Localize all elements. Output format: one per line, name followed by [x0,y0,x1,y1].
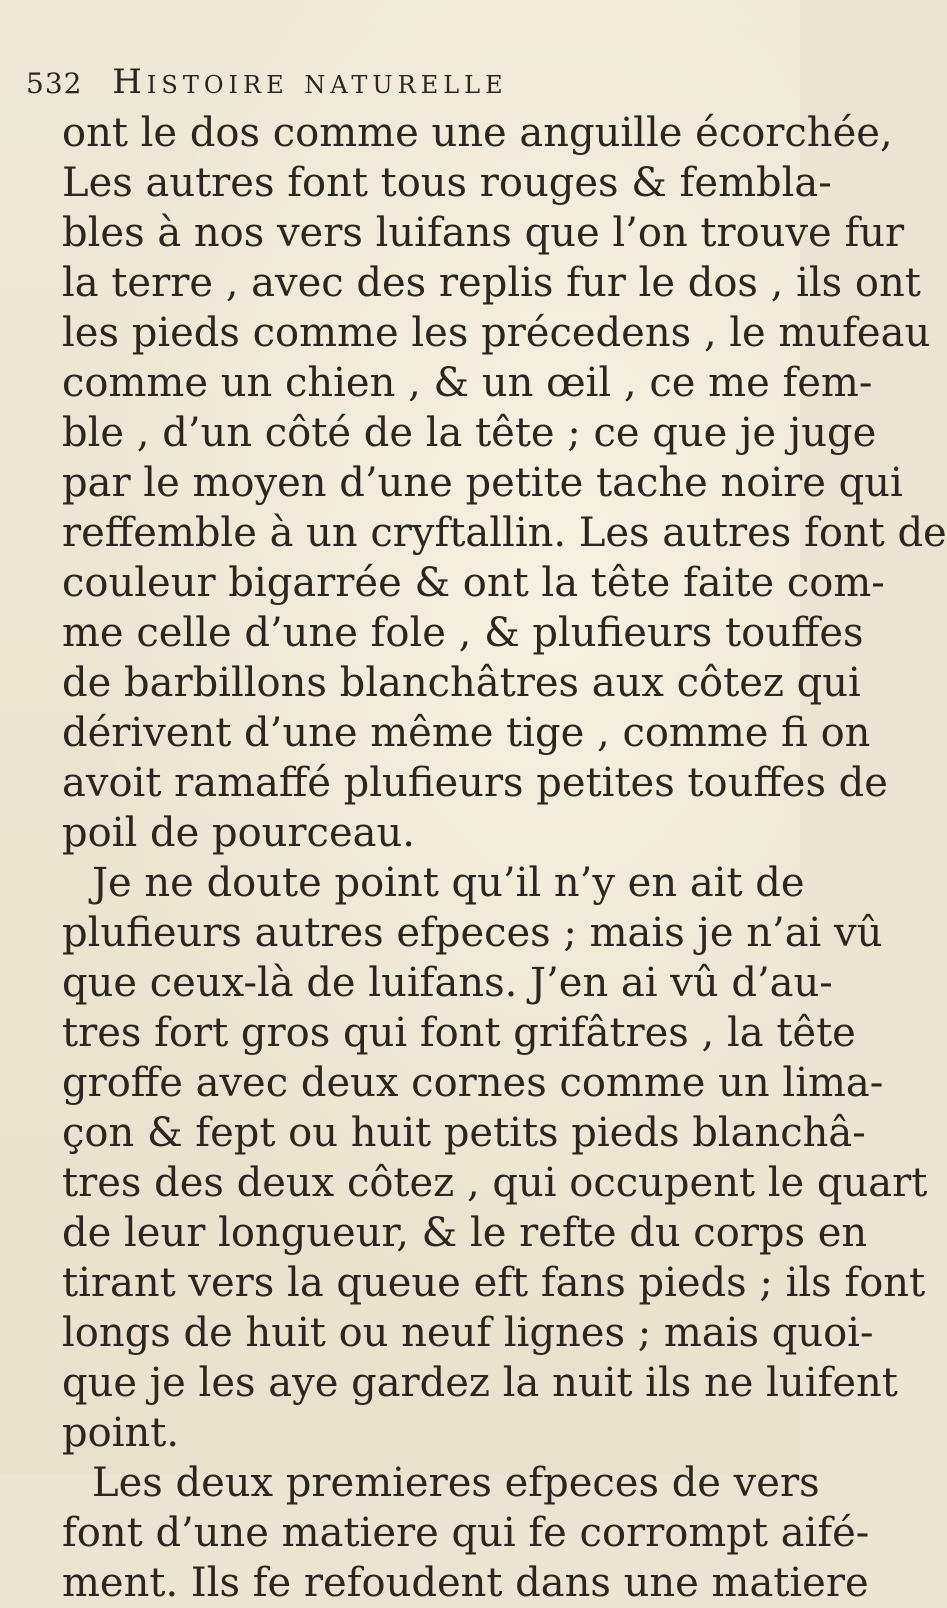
text-line: Les autres font tous rouges & fembla- [62,160,832,206]
page-number: 532 [26,67,83,100]
text-line: me celle d’une fole , & plufieurs touffes [62,610,864,656]
text-line: les pieds comme les précedens , le mufeau [62,310,931,356]
text-line: reffemble à un cryftallin. Les autres font de [62,510,947,556]
text-line: couleur bigarrée & ont la tête faite com- [62,560,885,606]
text-line: tres des deux côtez , qui occupent le quart [62,1160,928,1206]
text-line: groffe avec deux cornes comme un lima- [62,1060,884,1106]
text-line: poil de pourceau. [62,810,415,856]
text-line: font d’une matiere qui fe corrompt aifé- [62,1510,870,1556]
text-body [62,108,947,1608]
text-line: ment. Ils fe refoudent dans une matiere [62,1560,869,1606]
text-line: ble , d’un côté de la tête ; ce que je juge [62,410,877,456]
text-line: plufieurs autres efpeces ; mais je n’ai vû [62,910,883,956]
text-line: tirant vers la queue eft fans pieds ; ils font [62,1260,926,1306]
text-line: point. [62,1410,180,1456]
text-line: ont le dos comme une anguille écorchée, [62,110,893,156]
text-line: dérivent d’une même tige , comme fi on [62,710,871,756]
running-header [26,62,766,102]
text-line: comme un chien , & un œil , ce me fem- [62,360,873,406]
text-line: longs de huit ou neuf lignes ; mais quoi- [62,1310,874,1356]
text-line: avoit ramaffé plufieurs petites touffes de [62,760,888,806]
text-line: par le moyen d’une petite tache noire qui [62,460,903,506]
text-line: que ceux-là de luifans. J’en ai vû d’au- [62,960,833,1006]
text-line: de barbillons blanchâtres aux côtez qui [62,660,861,706]
text-line: que je les aye gardez la nuit ils ne luifent [62,1360,898,1406]
text-line: Les deux premieres efpeces de vers [92,1460,820,1506]
text-line: la terre , avec des replis fur le dos , ils ont [62,260,921,306]
text-line: çon & fept ou huit petits pieds blanchâ- [62,1110,866,1156]
text-line: Je ne doute point qu’il n’y en ait de [92,860,805,906]
text-line: de leur longueur, & le refte du corps en [62,1210,868,1256]
text-line: bles à nos vers luifans que l’on trouve fur [62,210,905,256]
running-title: Histoire naturelle [112,62,508,102]
text-line: tres fort gros qui font grifâtres , la tête [62,1010,856,1056]
